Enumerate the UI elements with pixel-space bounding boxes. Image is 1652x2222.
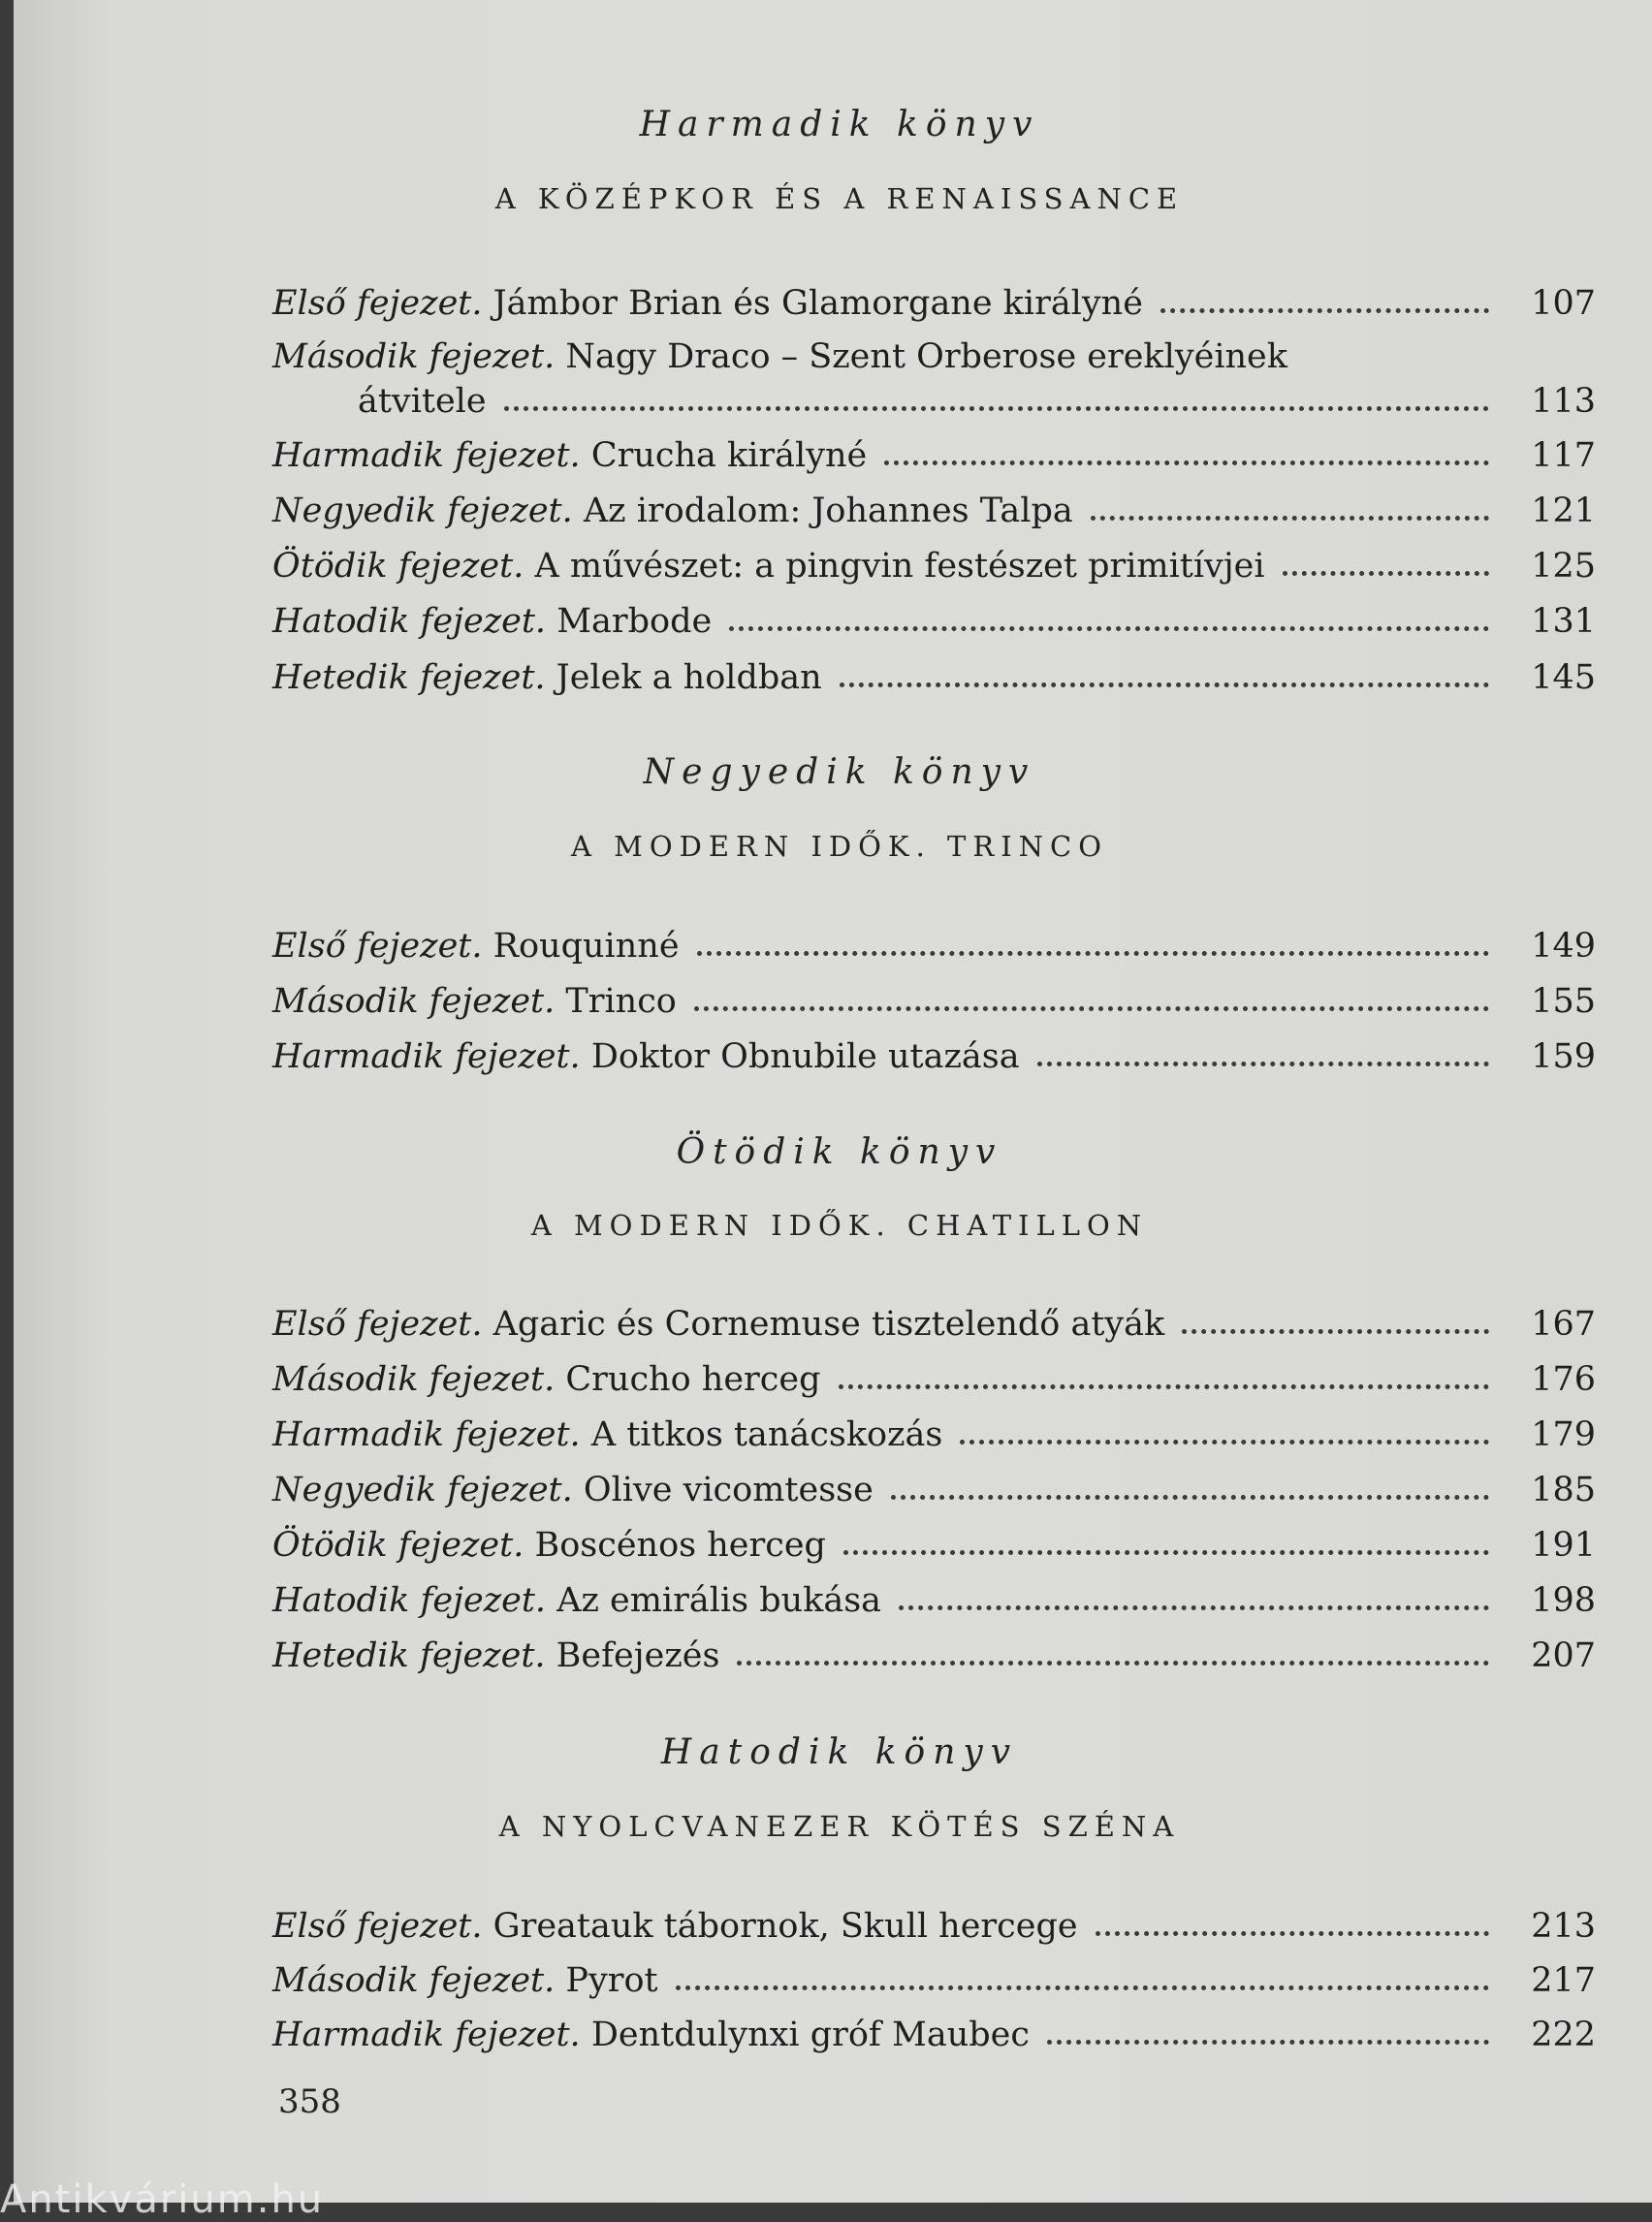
page-ref: 107	[1531, 283, 1596, 323]
book-subtitle: A MODERN IDŐK. CHATILLON	[530, 1209, 1149, 1242]
dot-leader	[884, 460, 1489, 465]
page-ref: 145	[1531, 657, 1596, 697]
book-subtitle: A MODERN IDŐK. TRINCO	[570, 830, 1109, 863]
dot-leader	[729, 626, 1489, 631]
dot-leader	[1037, 1062, 1489, 1066]
toc-entry	[272, 271, 1596, 322]
book-page	[14, 0, 1652, 2203]
chapter-label: Hetedik fejezet.	[272, 1635, 546, 1675]
page-ref: 125	[1531, 546, 1596, 586]
chapter-label: Ötödik fejezet.	[272, 546, 524, 586]
toc-entry-continuation	[358, 369, 1596, 420]
page-ref: 185	[1531, 1470, 1596, 1509]
dot-leader	[504, 406, 1489, 411]
page-ref: 179	[1531, 1414, 1596, 1454]
chapter-title: Crucho herceg	[565, 1359, 821, 1399]
chapter-title: Crucha királyné	[590, 435, 868, 475]
dot-leader	[676, 1985, 1489, 1990]
chapter-label: Harmadik fejezet.	[272, 435, 581, 475]
chapter-title: Jámbor Brian és Glamorgane királyné	[492, 283, 1143, 323]
chapter-label: Harmadik fejezet.	[272, 2015, 581, 2054]
toc-entry	[272, 1624, 1596, 1674]
page-ref: 121	[1531, 491, 1596, 530]
chapter-label: Negyedik fejezet.	[272, 1470, 573, 1509]
chapter-title: Jelek a holdban	[556, 657, 822, 697]
chapter-title: Rouquinné	[492, 926, 680, 966]
chapter-label: Negyedik fejezet.	[272, 491, 573, 530]
page-ref: 198	[1531, 1580, 1596, 1620]
chapter-label: Első fejezet.	[272, 1906, 483, 1946]
dot-leader	[737, 1661, 1489, 1666]
toc-entry	[272, 914, 1596, 965]
chapter-label: Hatodik fejezet.	[272, 1580, 547, 1620]
dot-leader	[1160, 308, 1489, 313]
chapter-title-continuation: átvitele	[358, 381, 487, 421]
chapter-title: Olive vicomtesse	[583, 1470, 874, 1509]
chapter-label: Második fejezet.	[272, 1960, 556, 2000]
chapter-title: Befejezés	[556, 1635, 720, 1675]
toc-entry	[272, 1949, 1596, 1999]
toc-entry	[272, 589, 1596, 640]
dot-leader	[899, 1605, 1489, 1610]
chapter-title: Greatauk tábornok, Skull hercege	[492, 1906, 1078, 1946]
page-number: 358	[278, 2082, 341, 2121]
toc-entry	[272, 1348, 1596, 1398]
chapter-title: A művészet: a pingvin festészet primitívjei	[534, 546, 1265, 586]
chapter-title: Az irodalom: Johannes Talpa	[583, 491, 1073, 530]
chapter-label: Első fejezet.	[272, 1304, 483, 1344]
chapter-label: Második fejezet.	[272, 1359, 556, 1399]
page-ref: 113	[1531, 381, 1596, 421]
page-ref: 217	[1531, 1960, 1596, 2000]
book-title: Harmadik könyv	[639, 105, 1040, 144]
page-ref: 167	[1531, 1304, 1596, 1344]
dot-leader	[1283, 571, 1489, 576]
page-ref: 176	[1531, 1359, 1596, 1399]
page-ref: 155	[1531, 981, 1596, 1021]
chapter-label: Harmadik fejezet.	[272, 1414, 581, 1454]
toc-entry	[272, 1025, 1596, 1075]
chapter-title: Nagy Draco – Szent Orberose ereklyéinek	[565, 336, 1287, 376]
chapter-title: Pyrot	[565, 1960, 658, 2000]
toc-entry	[272, 1894, 1596, 1945]
toc-entry	[272, 1458, 1596, 1508]
dot-leader	[840, 682, 1489, 687]
toc-entry	[272, 1569, 1596, 1619]
chapter-label: Harmadik fejezet.	[272, 1036, 581, 1076]
chapter-label: Hatodik fejezet.	[272, 601, 547, 641]
dot-leader	[839, 1384, 1490, 1389]
chapter-title: Trinco	[565, 981, 677, 1021]
toc-entry	[272, 646, 1596, 696]
chapter-title: Az emirális bukása	[556, 1580, 882, 1620]
toc-entry	[272, 2003, 1596, 2053]
chapter-title: Boscénos herceg	[534, 1525, 826, 1565]
toc-entry	[272, 1403, 1596, 1453]
page-ref: 117	[1531, 435, 1596, 475]
dot-leader	[960, 1440, 1489, 1444]
toc-entry	[272, 534, 1596, 585]
chapter-label: Második fejezet.	[272, 981, 556, 1021]
dot-leader	[1047, 2040, 1489, 2045]
toc-entry	[272, 479, 1596, 529]
chapter-label: Hetedik fejezet.	[272, 657, 546, 697]
toc-entry	[272, 1513, 1596, 1564]
chapter-title: A titkos tanácskozás	[590, 1414, 943, 1454]
toc-entry	[272, 969, 1596, 1020]
chapter-title: Dentdulynxi gróf Maubec	[590, 2015, 1030, 2054]
dot-leader	[1182, 1329, 1489, 1334]
page-ref: 159	[1531, 1036, 1596, 1076]
toc-entry	[272, 424, 1596, 474]
toc-entry	[272, 325, 1596, 375]
page-ref: 149	[1531, 926, 1596, 966]
book-title: Hatodik könyv	[660, 1732, 1019, 1772]
dot-leader	[1096, 1931, 1489, 1936]
dot-leader	[843, 1550, 1489, 1555]
page-ref: 131	[1531, 601, 1596, 641]
chapter-title: Marbode	[556, 601, 713, 641]
page-ref: 191	[1531, 1525, 1596, 1565]
page-ref: 207	[1531, 1635, 1596, 1675]
book-subtitle: A NYOLCVANEZER KÖTÉS SZÉNA	[498, 1810, 1181, 1843]
chapter-title: Doktor Obnubile utazása	[590, 1036, 1020, 1076]
book-title: Ötödik könyv	[676, 1132, 1003, 1172]
dot-leader	[891, 1495, 1489, 1500]
chapter-label: Második fejezet.	[272, 336, 556, 376]
chapter-label: Ötödik fejezet.	[272, 1525, 524, 1565]
toc-entry	[272, 1292, 1596, 1343]
dot-leader	[1091, 516, 1489, 521]
chapter-title: Agaric és Cornemuse tisztelendő atyák	[492, 1304, 1165, 1344]
page-ref: 213	[1531, 1906, 1596, 1946]
dot-leader	[697, 951, 1489, 956]
dot-leader	[694, 1006, 1489, 1011]
watermark: Antikvárium.hu	[0, 2177, 325, 2222]
book-title: Negyedik könyv	[643, 752, 1036, 792]
chapter-label: Első fejezet.	[272, 283, 483, 323]
page-ref: 222	[1531, 2015, 1596, 2054]
chapter-label: Első fejezet.	[272, 926, 483, 966]
book-subtitle: A KÖZÉPKOR ÉS A RENAISSANCE	[494, 182, 1185, 215]
